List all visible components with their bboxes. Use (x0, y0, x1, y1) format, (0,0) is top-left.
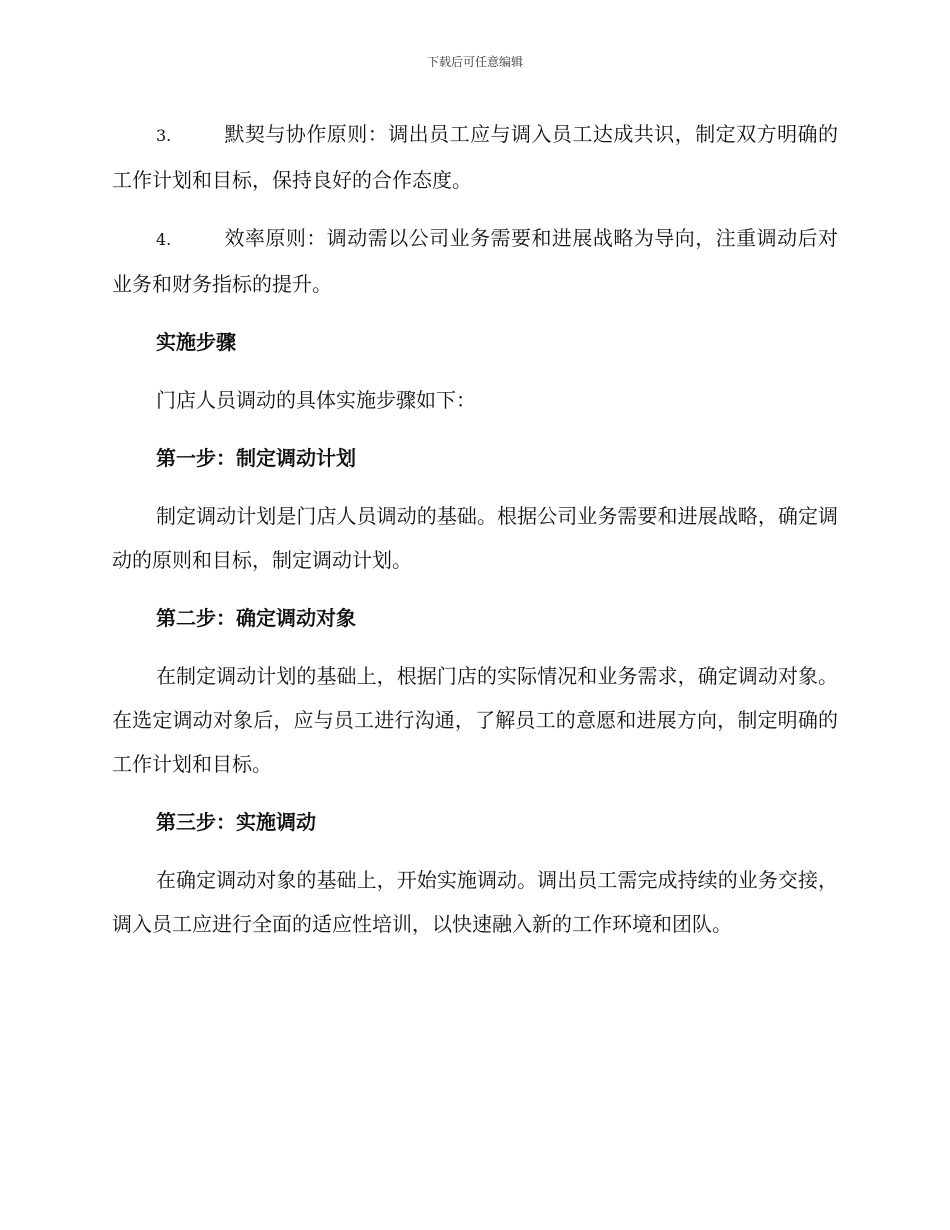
document-body (112, 112, 838, 960)
step-2-heading: 第二步：确定调动对象 (156, 606, 356, 630)
principle-item-4 (112, 216, 838, 306)
page-header: 下载后可任意编辑 (426, 55, 523, 69)
list-number: 3. (156, 126, 172, 145)
step-3-heading: 第三步：实施调动 (156, 810, 316, 834)
section-title: 实施步骤 (156, 330, 236, 354)
step-3-body: 在确定调动对象的基础上，开始实施调动。调出员工需完成持续的业务交接，调入员工应进行全面的适应性培训，以快速融入新的工作环境和团队。 (112, 868, 838, 936)
list-number: 4. (156, 230, 172, 249)
section-intro: 门店人员调动的具体实施步骤如下： (156, 388, 476, 412)
step-2-body: 在制定调动计划的基础上，根据门店的实际情况和业务需求，确定调动对象。在选定调动对象后，应与员工进行沟通，了解员工的意愿和进展方向，制定明确的工作计划和目标。 (112, 664, 838, 776)
principle-item-3 (112, 112, 838, 202)
step-1-body: 制定调动计划是门店人员调动的基础。根据公司业务需要和进展战略，确定调动的原则和目标，制定调动计划。 (112, 504, 838, 572)
list-text: 默契与协作原则：调出员工应与调入员工达成共识，制定双方明确的工作计划和目标，保持良好的合作态度。 (112, 122, 838, 192)
step-1-heading: 第一步：制定调动计划 (156, 446, 356, 470)
list-text: 效率原则：调动需以公司业务需要和进展战略为导向，注重调动后对业务和财务指标的提升。 (112, 226, 838, 296)
